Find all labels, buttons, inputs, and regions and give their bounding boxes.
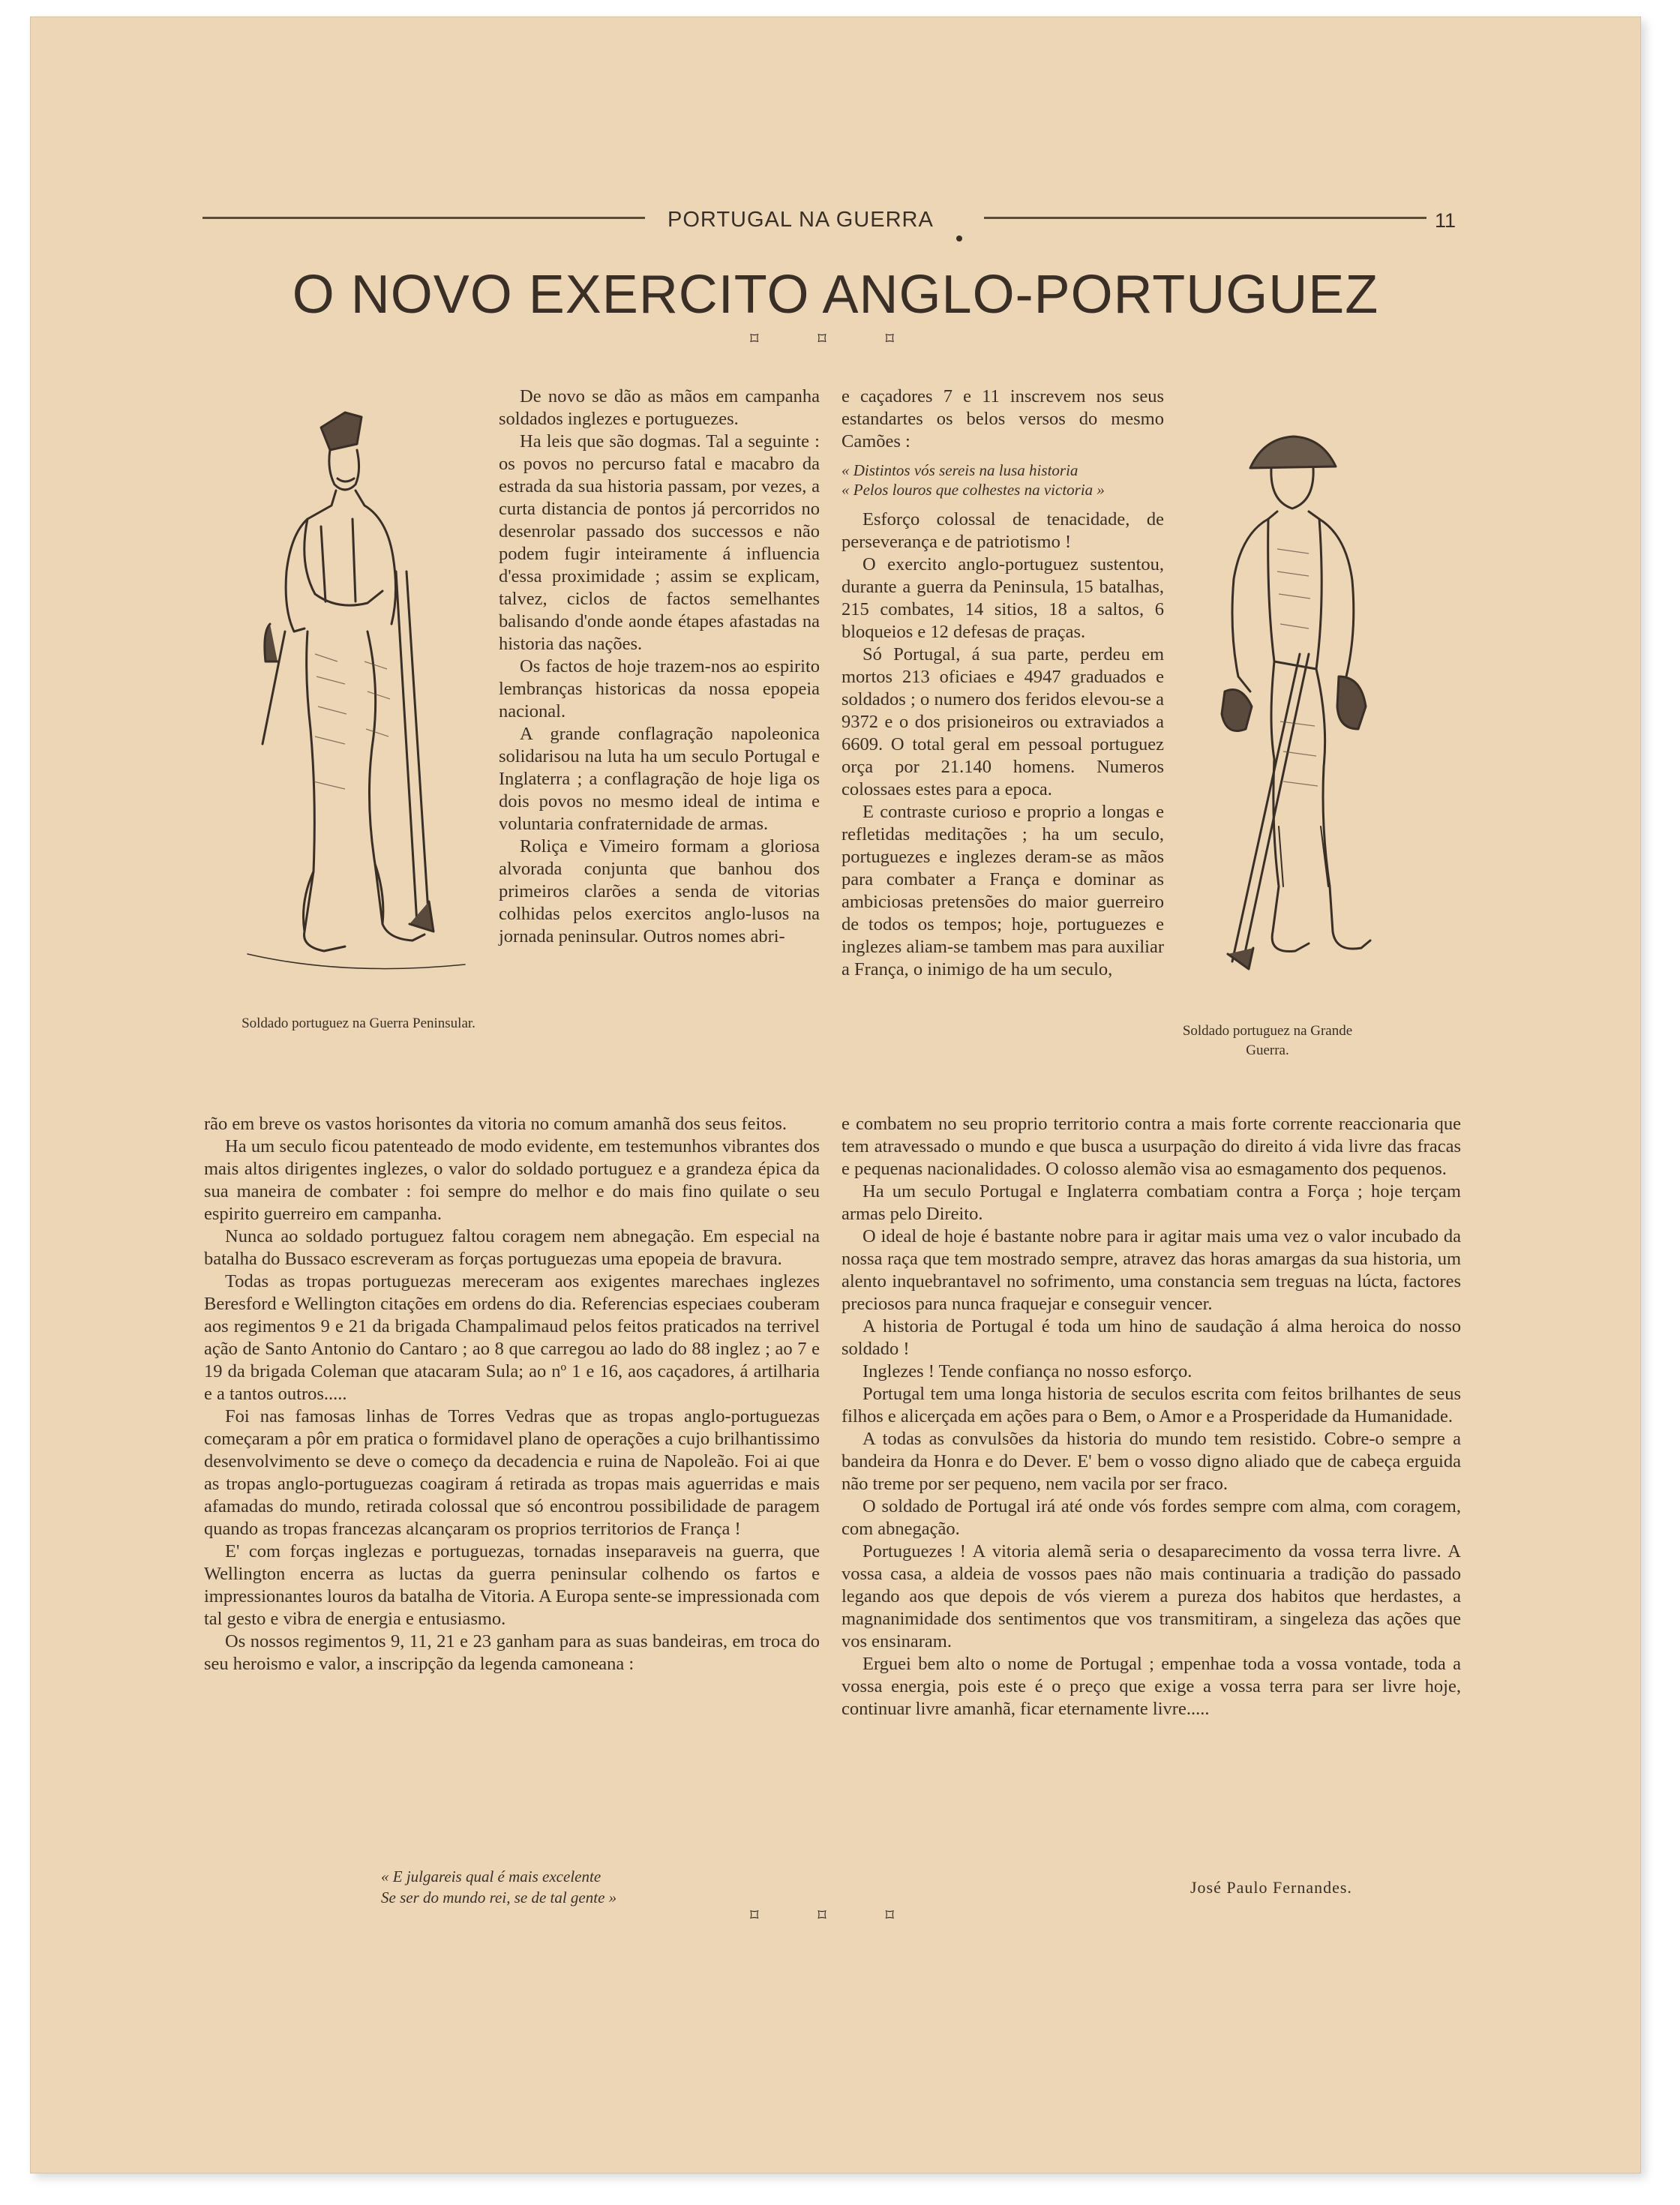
newspaper-page <box>30 16 1641 2174</box>
quote-line: « E julgareis qual é mais excelente <box>381 1868 602 1886</box>
paragraph: Portuguezes ! A vitoria alemã seria o desaparecimento da vossa terra livre. A vossa casa, a aldeia de vossos paes não mais continuaria a tradição do passado legando aos que depois de vós vierem a pureza dos habitos que herdastes, a magnanimidade dos sentimentos que vos transmitiram, a singeleza das ações que vos ensinaram. <box>842 1541 1461 1652</box>
author-signature: José Paulo Fernandes. <box>1190 1878 1352 1897</box>
column-2-bottom <box>842 1113 1461 1720</box>
paragraph: Roliça e Vimeiro formam a gloriosa alvorada conjunta que banhou dos primeiros clarões a senda de vitorias colhidas pelos exercitos anglo-lusos na jornada peninsular. Outros nomes abri- <box>499 836 820 946</box>
paragraph: Os factos de hoje trazem-nos ao espirito lembranças historicas da nossa epopeia nacional. <box>499 656 820 722</box>
title-ornament: ⌑ ⌑ ⌑ <box>750 330 921 349</box>
paragraph: O ideal de hoje é bastante nobre para ir agitar mais uma vez o valor incubado da nossa raça que tem mostrado sempre, atravez das horas amargas da sua historia, um alento inquebrantavel no sofrimento, uma constancia sem treguas na lúcta, factores preciosos para nunca fraquejar e conseguir vencer. <box>842 1226 1461 1314</box>
page-header <box>30 208 1641 238</box>
camoes-quote-left <box>381 1866 616 1908</box>
caption-right: Soldado portuguez na Grande Guerra. <box>1182 1023 1353 1058</box>
header-title: PORTUGAL NA GUERRA <box>668 208 934 232</box>
paragraph: A historia de Portugal é toda um hino de saudação á alma heroica do nosso soldado ! <box>842 1316 1461 1359</box>
paragraph: Ha um seculo ficou patenteado de modo evidente, em testemunhos vibrantes dos mais altos dirigentes inglezes, o valor do soldado portuguez e a grandeza épica da sua maneira de combater : foi sempre do melhor e do mais fino quilate o seu espirito guerreiro em campanha. <box>204 1136 820 1224</box>
paragraph: Ha um seculo Portugal e Inglaterra combatiam contra a Força ; hoje terçam armas pelo Direito. <box>842 1181 1461 1224</box>
paragraph: Portugal tem uma longa historia de seculos escrita com feitos brilhantes de seus filhos e alicerçada em ações para o Bem, o Amor e a Prosperidade da Humanidade. <box>842 1384 1461 1426</box>
paragraph: A grande conflagração napoleonica solidarisou na luta ha um seculo Portugal e Inglaterra ; a conflagração de hoje liga os dois povos no mesmo ideal de intima e voluntaria confraternidade de armas. <box>499 724 820 834</box>
end-ornament: ⌑ ⌑ ⌑ <box>750 1906 921 1925</box>
paragraph: O exercito anglo-portuguez sustentou, durante a guerra da Peninsula, 15 batalhas, 215 combates, 14 sitios, 18 a saltos, 6 bloqueios e 12 defesas de praças. <box>842 554 1164 642</box>
paragraph: Inglezes ! Tende confiança no nosso esforço. <box>862 1361 1192 1382</box>
header-rule-right <box>984 217 1426 219</box>
column-1-bottom <box>204 1113 820 1676</box>
quote-line: « Pelos louros que colhestes na victoria » <box>842 481 1105 499</box>
caption-left: Soldado portuguez na Guerra Peninsular. <box>242 1016 476 1031</box>
page-number: 11 <box>1435 209 1456 232</box>
paragraph: Nunca ao soldado portuguez faltou coragem nem abnegação. Em especial na batalha do Bussaco escreveram as forças portuguezas uma epopeia de bravura. <box>204 1226 820 1269</box>
paragraph: Todas as tropas portuguezas mereceram aos exigentes marechaes inglezes Beresford e Wellington citações em ordens do dia. Referencias especiaes couberam aos regimentos 9 e 21 da brigada Champalimaud pelos feitos praticados na terrivel ação de Santo Antonio do Cantaro ; ao 8 que carregou ao lado do 88 inglez ; ao 7 e 19 da brigada Coleman que atacaram Sula; ao nº 1 e 16, aos caçadores, á artilharia e a tantos outros..... <box>204 1271 820 1404</box>
column-2-top <box>842 386 1164 981</box>
paragraph: Só Portugal, á sua parte, perdeu em mortos 213 oficiaes e 4947 graduados e soldados ; o numero dos feridos elevou-se a 9372 e o dos prisioneiros ou extraviados a 6609. O total geral em pessoal portuguez orça por 21.140 homens. Numeros colossaes estes para a epoca. <box>842 644 1164 800</box>
paragraph: Os nossos regimentos 9, 11, 21 e 23 ganham para as suas bandeiras, em troca do seu heroismo e valor, a inscripção da legenda camoneana : <box>204 1631 820 1674</box>
paragraph: E contraste curioso e proprio a longas e refletidas meditações ; ha um seculo, portuguezes e inglezes deram-se as mãos para combater a França e dominar as ambiciosas pretensões do maior guerreiro de todos os tempos; hoje, portuguezes e inglezes aliam-se tambem mas para auxiliar a França, o inimigo de ha um seculo, <box>842 802 1164 980</box>
peninsular-soldier-illustration <box>232 406 488 992</box>
paragraph: Esforço colossal de tenacidade, de perseverança e de patriotismo ! <box>842 509 1164 552</box>
paragraph: e combatem no seu proprio territorio contra a mais forte corrente reaccionaria que tem atravessado o mundo e que busca a usurpação do direito á vida livre das fracas e pequenas nacionalidades. O colosso alemão visa ao esmagamento dos pequenos. <box>842 1114 1461 1179</box>
quote-line: « Distintos vós sereis na lusa historia <box>842 461 1078 479</box>
header-rule-left <box>202 217 645 219</box>
paragraph: O soldado de Portugal irá até onde vós fordes sempre com alma, com coragem, com abnegação. <box>842 1496 1461 1539</box>
header-bullet <box>956 236 962 242</box>
paragraph: E' com forças inglezas e portuguezas, tornadas inseparaveis na guerra, que Wellington encerra as luctas da guerra peninsular colhendo os fartos e impressionantes louros da batalha de Vitoria. A Europa sente-se impressionada com tal gesto e vibra de energia e entusiasmo. <box>204 1541 820 1629</box>
paragraph: Erguei bem alto o nome de Portugal ; empenhae toda a vossa vontade, toda a vossa energia, pois este é o preço que exige a vossa terra para ser livre hoje, continuar livre amanhã, ficar eternamente livre..... <box>842 1654 1461 1719</box>
great-war-soldier-illustration <box>1196 406 1444 1006</box>
paragraph: e caçadores 7 e 11 inscrevem nos seus estandartes os belos versos do mesmo Camões : <box>842 386 1164 452</box>
paragraph: A todas as convulsões da historia do mundo tem resistido. Cobre-o sempre a bandeira da Honra e do Dever. E' bem o vosso digno aliado que de cabeça erguida não treme por ser pequeno, nem vacila por ser fraco. <box>842 1429 1461 1494</box>
paragraph: rão em breve os vastos horisontes da vitoria no comum amanhã dos seus feitos. <box>204 1114 788 1134</box>
article-title: O NOVO EXERCITO ANGLO-PORTUGUEZ <box>292 265 1379 325</box>
paragraph: Foi nas famosas linhas de Torres Vedras que as tropas anglo-portuguezas começaram a pôr em pratica o formidavel plano de operações a cujo brilhantissimo desenvolvimento se deve o começo da decadencia e ruina de Napoleão. Foi ai que as tropas anglo-portuguezas coagiram á retirada as tropas mais aguerridas e mais afamadas do mundo, retirada colossal que só encontrou possibilidade de paragem quando as tropas francezas alcançaram os proprios territorios de França ! <box>204 1406 820 1539</box>
quote-line: Se ser do mundo rei, se de tal gente » <box>381 1888 617 1906</box>
paragraph: Ha leis que são dogmas. Tal a seguinte : os povos no percurso fatal e macabro da estrada da sua historia passam, por vezes, a curta distancia de pontos já percorridos no desenrolar passado dos successos e não podem fugir inteiramente á influencia d'essa proximidade ; assim se explicam, talvez, ciclos de factos semelhantes balisando d'onde aonde étapes afastadas na historia das nações. <box>499 431 820 654</box>
paragraph: De novo se dão as mãos em campanha soldados inglezes e portuguezes. <box>499 386 820 429</box>
column-1-top <box>499 386 820 948</box>
